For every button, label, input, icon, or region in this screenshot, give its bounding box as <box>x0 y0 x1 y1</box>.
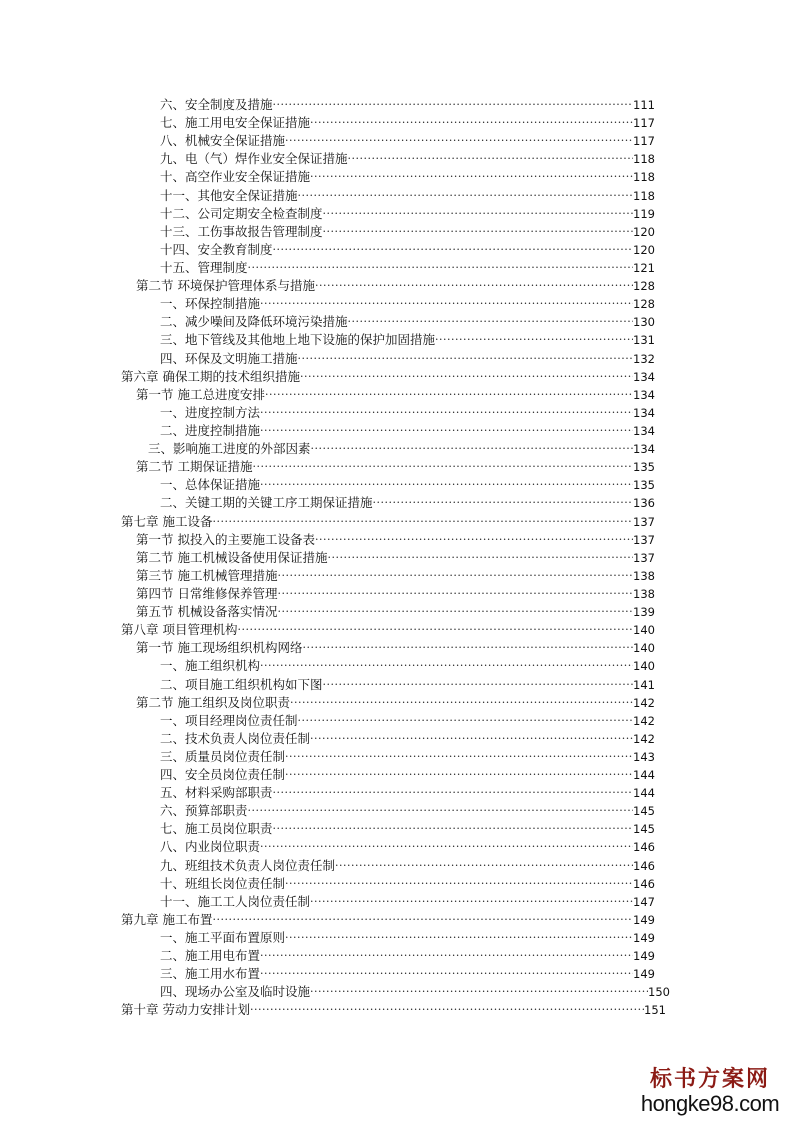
toc-entry-page-number: 139 <box>633 605 655 620</box>
toc-entry-label: 十一、其他安全保证措施 <box>160 187 298 203</box>
toc-entry[interactable] <box>0 802 793 820</box>
toc-entry-page-number: 135 <box>633 460 655 475</box>
toc-entry-label: 三、影响施工进度的外部因素 <box>148 441 311 457</box>
toc-entry[interactable] <box>0 875 793 893</box>
toc-entry-page-number: 132 <box>633 351 655 366</box>
dot-leader <box>260 295 633 313</box>
toc-entry-label: 二、进度控制措施 <box>160 422 261 438</box>
toc-entry-label: 一、项目经理岗位责任制 <box>160 712 298 728</box>
toc-entry-page-number: 145 <box>633 804 655 819</box>
toc-entry-page-number: 138 <box>633 586 655 601</box>
dot-leader <box>323 676 634 694</box>
dot-leader <box>285 875 633 893</box>
toc-entry-label: 三、地下管线及其他地上地下设施的保护加固措施 <box>160 332 436 348</box>
toc-entry-page-number: 149 <box>633 967 655 982</box>
dot-leader <box>310 893 633 911</box>
toc-entry[interactable] <box>0 748 793 766</box>
toc-entry-page-number: 137 <box>633 550 655 565</box>
toc-entry-page-number: 134 <box>633 387 655 402</box>
dot-leader <box>335 857 633 875</box>
toc-entry-page-number: 117 <box>633 134 655 149</box>
toc-entry-page-number: 137 <box>633 532 655 547</box>
dot-leader <box>310 168 633 186</box>
toc-entry[interactable] <box>0 603 793 621</box>
dot-leader <box>237 621 633 639</box>
toc-entry[interactable] <box>0 458 793 476</box>
toc-entry[interactable] <box>0 621 793 639</box>
toc-entry-label: 第二节 施工组织及岗位职责 <box>136 694 290 710</box>
dot-leader <box>248 802 634 820</box>
watermark-url: hongke98.com <box>640 1091 780 1116</box>
toc-entry-label: 一、施工组织机构 <box>160 658 261 674</box>
site-watermark <box>640 1066 780 1116</box>
dot-leader <box>373 494 634 512</box>
toc-entry-label: 十二、公司定期安全检查制度 <box>160 205 323 221</box>
toc-entry-page-number: 138 <box>633 568 655 583</box>
toc-entry-page-number: 140 <box>633 641 655 656</box>
toc-entry[interactable] <box>0 857 793 875</box>
dot-leader <box>260 476 633 494</box>
toc-entry[interactable] <box>0 132 793 150</box>
toc-entry-page-number: 149 <box>633 949 655 964</box>
toc-entry-page-number: 130 <box>633 315 655 330</box>
dot-leader <box>310 730 633 748</box>
toc-entry[interactable] <box>0 295 793 313</box>
dot-leader <box>265 386 633 404</box>
dot-leader <box>260 965 633 983</box>
toc-entry-page-number: 137 <box>633 514 655 529</box>
toc-entry-label: 十一、施工工人岗位责任制 <box>160 893 311 909</box>
toc-entry[interactable] <box>0 440 793 458</box>
toc-entry-page-number: 147 <box>633 894 655 909</box>
toc-entry-label: 第一节 施工现场组织机构网络 <box>136 640 303 656</box>
toc-entry[interactable] <box>0 422 793 440</box>
toc-entry-label: 二、减少噪间及降低环境污染措施 <box>160 314 348 330</box>
dot-leader <box>290 694 633 712</box>
toc-entry-page-number: 120 <box>633 242 655 257</box>
toc-entry-page-number: 142 <box>633 731 655 746</box>
toc-entry[interactable] <box>0 494 793 512</box>
watermark-title: 标书方案网 <box>649 1066 770 1092</box>
dot-leader <box>250 1001 644 1019</box>
toc-entry[interactable] <box>0 911 793 929</box>
toc-entry-label: 二、技术负责人岗位责任制 <box>160 730 311 746</box>
toc-entry-page-number: 145 <box>633 822 655 837</box>
toc-entry[interactable] <box>0 1001 793 1019</box>
toc-entry[interactable] <box>0 331 793 349</box>
toc-entry-page-number: 128 <box>633 279 655 294</box>
dot-leader <box>285 929 633 947</box>
toc-entry-label: 第一节 拟投入的主要施工设备表 <box>136 531 315 547</box>
toc-entry-label: 第七章 施工设备 <box>121 513 213 529</box>
dot-leader <box>310 983 648 1001</box>
toc-entry-label: 八、内业岗位职责 <box>160 839 261 855</box>
toc-entry-label: 八、机械安全保证措施 <box>160 133 286 149</box>
toc-entry[interactable] <box>0 96 793 114</box>
toc-entry-page-number: 151 <box>644 1003 666 1018</box>
toc-entry[interactable] <box>0 784 793 802</box>
toc-entry[interactable] <box>0 820 793 838</box>
toc-entry-page-number: 134 <box>633 442 655 457</box>
toc-entry[interactable] <box>0 476 793 494</box>
toc-entry-label: 四、现场办公室及临时设施 <box>160 984 311 1000</box>
toc-entry-page-number: 140 <box>633 623 655 638</box>
toc-entry[interactable] <box>0 694 793 712</box>
toc-entry-page-number: 118 <box>633 152 655 167</box>
toc-entry[interactable] <box>0 150 793 168</box>
toc-entry-label: 二、关键工期的关键工序工期保证措施 <box>160 495 373 511</box>
toc-entry[interactable] <box>0 386 793 404</box>
toc-entry-page-number: 144 <box>633 768 655 783</box>
dot-leader <box>260 838 633 856</box>
toc-entry-label: 三、质量员岗位责任制 <box>160 748 286 764</box>
toc-entry[interactable] <box>0 513 793 531</box>
toc-entry[interactable] <box>0 657 793 675</box>
toc-entry[interactable] <box>0 241 793 259</box>
toc-entry[interactable] <box>0 531 793 549</box>
dot-leader <box>315 277 633 295</box>
toc-entry-label: 十四、安全教育制度 <box>160 241 273 257</box>
toc-entry-label: 第一节 施工总进度安排 <box>136 386 265 402</box>
toc-entry-label: 十五、管理制度 <box>160 259 248 275</box>
toc-entry-label: 第六章 确保工期的技术组织措施 <box>121 368 300 384</box>
toc-entry-page-number: 144 <box>633 786 655 801</box>
toc-entry-page-number: 131 <box>633 333 655 348</box>
toc-entry-label: 六、预算部职责 <box>160 803 248 819</box>
dot-leader <box>212 911 633 929</box>
dot-leader <box>348 313 634 331</box>
toc-entry[interactable] <box>0 277 793 295</box>
dot-leader <box>212 513 633 531</box>
toc-entry-label: 第八章 项目管理机构 <box>121 622 238 638</box>
toc-entry[interactable] <box>0 838 793 856</box>
toc-entry-label: 第三节 施工机械管理措施 <box>136 567 278 583</box>
toc-entry[interactable] <box>0 168 793 186</box>
dot-leader <box>323 205 634 223</box>
toc-entry-page-number: 118 <box>633 170 655 185</box>
toc-entry[interactable] <box>0 259 793 277</box>
toc-entry-label: 六、安全制度及措施 <box>160 97 273 112</box>
toc-entry-page-number: 146 <box>633 858 655 873</box>
dot-leader <box>285 748 633 766</box>
toc-entry-label: 三、施工用水布置 <box>160 966 261 982</box>
toc-entry-label: 二、项目施工组织机构如下图 <box>160 676 323 692</box>
toc-entry-label: 九、班组技术负责人岗位责任制 <box>160 857 336 873</box>
toc-entry[interactable] <box>0 567 793 585</box>
dot-leader <box>273 784 634 802</box>
toc-entry-label: 第九章 施工布置 <box>121 911 213 927</box>
toc-entry[interactable] <box>0 114 793 132</box>
toc-entry-page-number: 142 <box>633 713 655 728</box>
toc-entry-label: 七、施工用电安全保证措施 <box>160 115 311 131</box>
dot-leader <box>273 820 634 838</box>
toc-entry-label: 五、材料采购部职责 <box>160 785 273 801</box>
toc-entry[interactable] <box>0 947 793 965</box>
dot-leader <box>435 331 633 349</box>
dot-leader <box>260 947 633 965</box>
toc-entry[interactable] <box>0 766 793 784</box>
toc-entry-label: 一、环保控制措施 <box>160 296 261 312</box>
toc-entry-page-number: 143 <box>633 749 655 764</box>
toc-entry-label: 第十章 劳动力安排计划 <box>121 1002 250 1018</box>
toc-entry-page-number: 146 <box>633 876 655 891</box>
toc-entry-page-number: 149 <box>633 931 655 946</box>
dot-leader <box>273 241 634 259</box>
toc-entry[interactable] <box>0 929 793 947</box>
toc-entry[interactable] <box>0 549 793 567</box>
toc-entry-page-number: 118 <box>633 188 655 203</box>
dot-leader <box>323 223 634 241</box>
toc-entry-label: 二、施工用电布置 <box>160 948 261 964</box>
dot-leader <box>260 422 633 440</box>
toc-entry-label: 九、电（气）焊作业安全保证措施 <box>160 151 348 167</box>
toc-entry[interactable] <box>0 639 793 657</box>
toc-entry[interactable] <box>0 730 793 748</box>
toc-entry-label: 十、高空作业安全保证措施 <box>160 169 311 185</box>
dot-leader <box>285 766 633 784</box>
toc-entry-page-number: 140 <box>633 659 655 674</box>
toc-entry[interactable] <box>0 965 793 983</box>
toc-entry-page-number: 134 <box>633 423 655 438</box>
toc-entry-label: 四、环保及文明施工措施 <box>160 350 298 366</box>
dot-leader <box>285 132 633 150</box>
toc-entry[interactable] <box>0 187 793 205</box>
toc-entry[interactable] <box>0 404 793 422</box>
dot-leader <box>298 350 634 368</box>
toc-entry[interactable] <box>0 676 793 694</box>
toc-entry-label: 第五节 机械设备落实情况 <box>136 604 278 620</box>
toc-entry-page-number: 128 <box>633 297 655 312</box>
toc-entry-label: 十三、工伤事故报告管理制度 <box>160 223 323 239</box>
dot-leader <box>277 567 633 585</box>
toc-entry-label: 十、班组长岗位责任制 <box>160 875 286 891</box>
dot-leader <box>277 585 633 603</box>
toc-entry-page-number: 136 <box>633 496 655 511</box>
dot-leader <box>298 187 634 205</box>
toc-entry-page-number: 119 <box>633 206 655 221</box>
toc-entry-label: 七、施工员岗位职责 <box>160 821 273 837</box>
dot-leader <box>310 114 633 132</box>
dot-leader <box>311 440 634 458</box>
toc-entry-page-number: 134 <box>633 405 655 420</box>
toc-entry-label: 一、进度控制方法 <box>160 404 261 420</box>
toc-entry[interactable] <box>0 893 793 911</box>
toc-entry[interactable] <box>0 712 793 730</box>
dot-leader <box>277 603 633 621</box>
toc-entry[interactable] <box>0 205 793 223</box>
toc-entry-page-number: 121 <box>633 260 655 275</box>
toc-entry-page-number: 111 <box>633 98 655 112</box>
toc-entry[interactable] <box>0 350 793 368</box>
toc-entry-page-number: 135 <box>633 478 655 493</box>
dot-leader <box>300 368 633 386</box>
dot-leader <box>302 639 633 657</box>
dot-leader <box>273 96 634 114</box>
dot-leader <box>315 531 633 549</box>
toc-entry-page-number: 149 <box>633 912 655 927</box>
toc-entry-page-number: 117 <box>633 116 655 131</box>
table-of-contents <box>0 96 793 1020</box>
toc-entry-page-number: 134 <box>633 369 655 384</box>
toc-entry-page-number: 120 <box>633 224 655 239</box>
toc-entry[interactable] <box>0 313 793 331</box>
toc-entry-label: 第二节 工期保证措施 <box>136 459 253 475</box>
toc-entry-page-number: 142 <box>633 695 655 710</box>
toc-entry[interactable] <box>0 585 793 603</box>
dot-leader <box>260 404 633 422</box>
toc-entry[interactable] <box>0 983 793 1001</box>
toc-entry-label: 一、总体保证措施 <box>160 477 261 493</box>
dot-leader <box>327 549 633 567</box>
toc-entry-label: 四、安全员岗位责任制 <box>160 767 286 783</box>
dot-leader <box>252 458 633 476</box>
dot-leader <box>260 657 633 675</box>
toc-entry[interactable] <box>0 223 793 241</box>
toc-entry[interactable] <box>0 368 793 386</box>
toc-entry-page-number: 141 <box>633 677 655 692</box>
toc-entry-page-number: 146 <box>633 840 655 855</box>
dot-leader <box>298 712 634 730</box>
toc-entry-label: 第二节 环境保护管理体系与措施 <box>136 278 315 294</box>
dot-leader <box>348 150 634 168</box>
toc-entry-label: 第二节 施工机械设备使用保证措施 <box>136 549 328 565</box>
dot-leader <box>248 259 634 277</box>
toc-entry-label: 第四节 日常维修保养管理 <box>136 585 278 601</box>
toc-entry-label: 一、施工平面布置原则 <box>160 930 286 946</box>
toc-entry-page-number: 150 <box>648 985 670 1000</box>
